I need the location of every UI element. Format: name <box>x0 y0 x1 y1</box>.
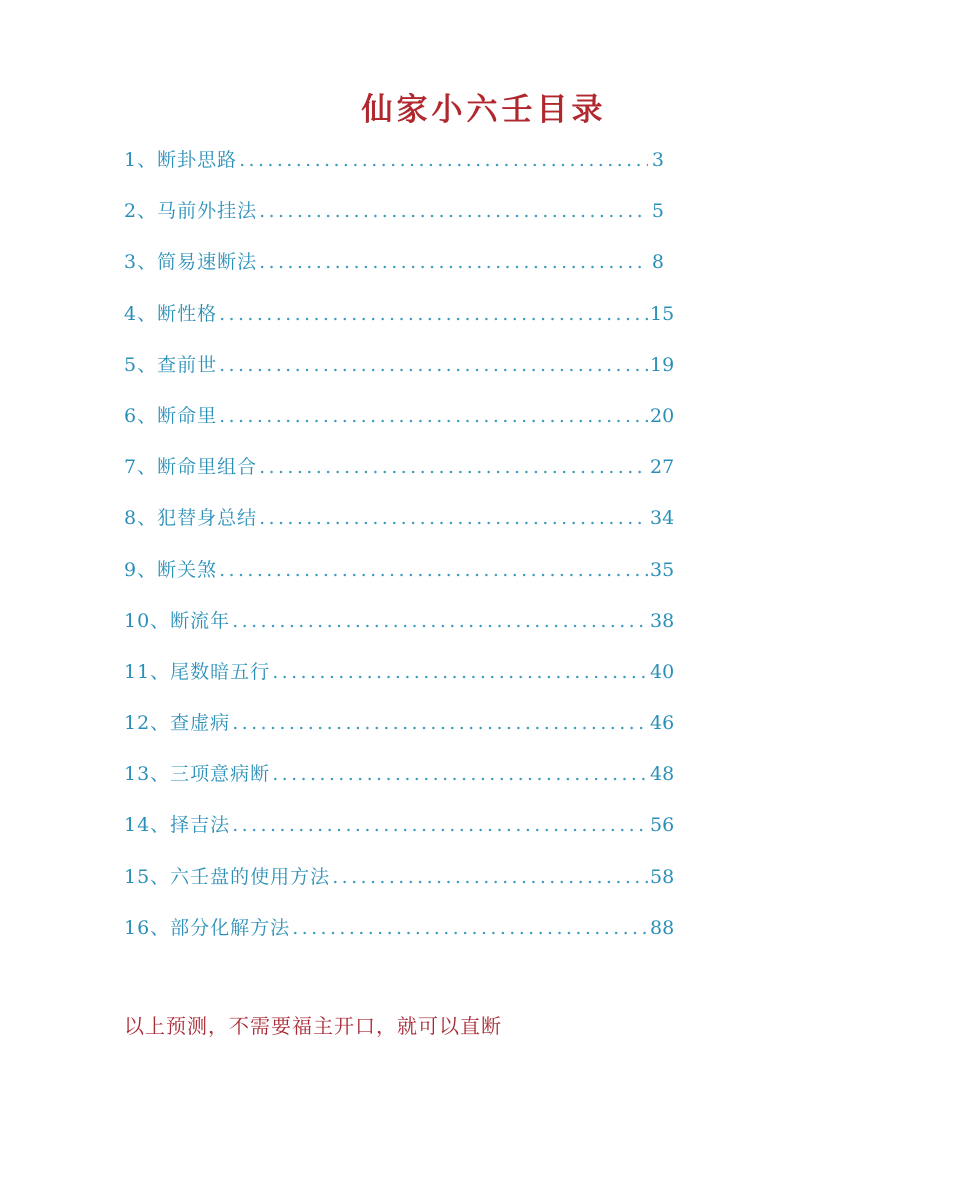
toc-entry-page-number: 48 <box>650 763 675 786</box>
toc-entry-page-number: 5 <box>651 200 664 223</box>
toc-entry-page-number: 35 <box>650 558 675 581</box>
toc-entry <box>124 294 675 345</box>
toc-entry-page-number: 27 <box>650 456 675 479</box>
toc-entry <box>124 498 675 549</box>
toc-dot-leader <box>259 498 648 538</box>
toc-entry-page-number: 19 <box>650 353 675 376</box>
toc-dot-leader <box>239 140 648 180</box>
table-of-contents <box>124 140 675 959</box>
toc-entry-label: 4、断性格 <box>124 302 218 325</box>
toc-entry <box>124 396 675 447</box>
toc-dot-leader <box>332 857 648 897</box>
toc-entry-label: 14、择吉法 <box>124 814 231 837</box>
toc-entry-label: 8、犯替身总结 <box>124 507 258 530</box>
footer-note: 以上预测，不需要福主开口，就可以直断 <box>124 1014 502 1038</box>
toc-entry <box>124 805 675 856</box>
toc-entry <box>124 601 675 652</box>
toc-dot-leader <box>219 396 648 436</box>
toc-entry <box>124 191 664 242</box>
toc-entry <box>124 550 675 601</box>
toc-entry <box>124 703 675 754</box>
toc-entry-label: 1、断卦思路 <box>124 149 238 171</box>
toc-entry <box>124 857 675 908</box>
toc-dot-leader <box>292 908 648 948</box>
toc-entry-label: 5、查前世 <box>124 353 218 376</box>
toc-entry-label: 9、断关煞 <box>124 558 218 581</box>
toc-entry-label: 13、三项意病断 <box>124 763 271 786</box>
toc-entry <box>124 447 675 498</box>
toc-entry-label: 12、查虚病 <box>124 712 231 735</box>
toc-dot-leader <box>259 447 648 487</box>
toc-dot-leader <box>219 294 648 334</box>
toc-dot-leader <box>259 191 648 231</box>
toc-entry-page-number: 58 <box>650 865 675 888</box>
toc-dot-leader <box>232 601 648 641</box>
toc-entry <box>124 652 675 703</box>
toc-entry-page-number: 15 <box>650 302 675 325</box>
page-title: 仙家小六壬目录 <box>361 92 607 128</box>
toc-entry-label: 10、断流年 <box>124 609 231 632</box>
toc-entry <box>124 140 664 191</box>
toc-dot-leader <box>219 345 648 385</box>
toc-entry-page-number: 40 <box>650 660 675 683</box>
toc-entry-page-number: 3 <box>651 149 664 171</box>
toc-entry-label: 7、断命里组合 <box>124 456 258 479</box>
toc-entry <box>124 754 675 805</box>
toc-entry-label: 16、部分化解方法 <box>124 916 291 939</box>
toc-entry-label: 11、尾数暗五行 <box>124 660 271 683</box>
toc-entry <box>124 345 675 396</box>
toc-entry-label: 6、断命里 <box>124 404 218 427</box>
toc-entry-label: 2、马前外挂法 <box>124 200 258 223</box>
toc-dot-leader <box>259 242 648 282</box>
toc-entry-page-number: 46 <box>650 712 675 735</box>
toc-entry-label: 15、六壬盘的使用方法 <box>124 865 331 888</box>
toc-dot-leader <box>232 703 648 743</box>
toc-entry-page-number: 56 <box>650 814 675 837</box>
toc-dot-leader <box>219 550 648 590</box>
toc-entry <box>124 908 675 959</box>
toc-dot-leader <box>272 754 648 794</box>
toc-entry-page-number: 20 <box>650 404 675 427</box>
toc-entry-page-number: 88 <box>650 916 675 939</box>
toc-entry-page-number: 38 <box>650 609 675 632</box>
toc-entry-page-number: 34 <box>650 507 675 530</box>
toc-dot-leader <box>232 805 648 845</box>
toc-entry-label: 3、简易速断法 <box>124 251 258 274</box>
toc-dot-leader <box>272 652 648 692</box>
toc-entry-page-number: 8 <box>651 251 664 274</box>
toc-entry <box>124 242 664 293</box>
